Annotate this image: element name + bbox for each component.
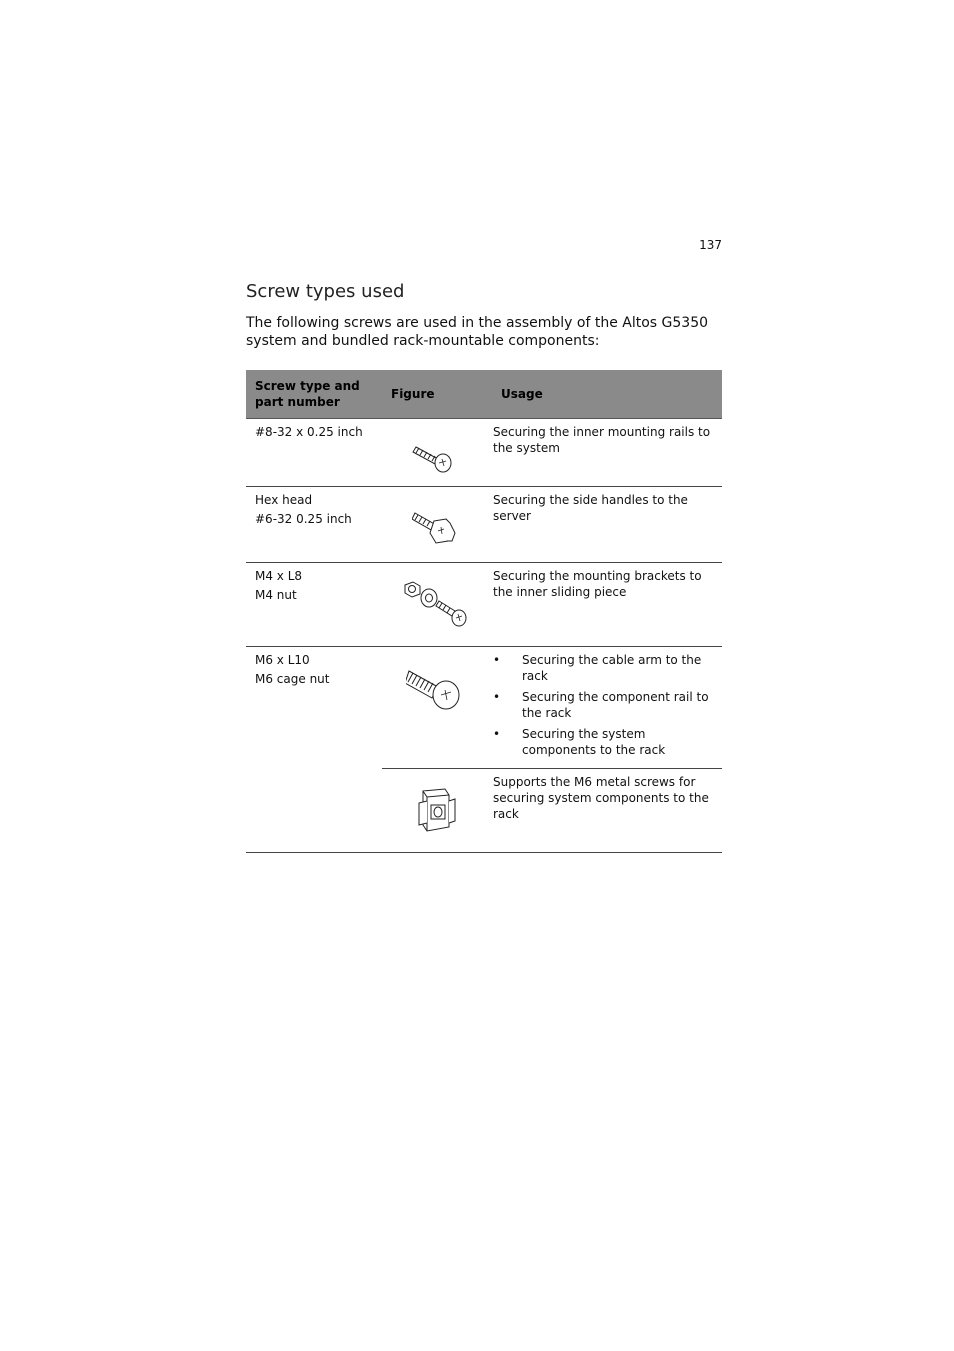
screw-type-line: M4 nut [255,588,297,602]
usage-cell: Securing the inner mounting rails to the system [492,419,722,487]
screw-washer-nut-icon [401,579,473,633]
screw-type-line: M6 x L10 [255,653,310,667]
screw-type-line: Hex head [255,493,313,507]
screw-type-line: M4 x L8 [255,569,303,583]
figure-cell [382,563,492,647]
bullet-symbol: • [493,653,501,667]
list-item [493,689,712,721]
figure-cell [382,487,492,563]
header-screw-type: Screw type and part number [246,370,382,419]
table-row [246,647,722,769]
screw-type-line: M6 cage nut [255,672,330,686]
pan-head-screw-icon [412,435,462,475]
section-title: Screw types used [246,281,405,302]
usage-cell: Supports the M6 metal screws for securing system components to the rack [492,769,722,853]
table-header-row [246,370,722,419]
bullet-symbol: • [493,727,501,741]
screw-type-cell [246,487,382,563]
intro-paragraph: The following screws are used in the assembly of the Altos G5350 system and bundled rack-mountable components: [246,315,709,349]
bullet-symbol: • [493,690,501,704]
figure-cell [382,419,492,487]
list-item [493,726,712,758]
figure-cell [382,647,492,769]
page-number: 137 [699,238,722,252]
hex-head-screw-icon [412,505,462,549]
m6-screw-icon [406,665,468,715]
screw-type-line: #8-32 x 0.25 inch [255,425,363,439]
header-usage: Usage [492,370,722,419]
list-item [493,652,712,684]
bullet-text: Securing the system components to the rack [522,727,666,757]
cage-nut-icon [415,787,459,837]
figure-cell [382,769,492,853]
screw-type-cell [246,419,382,487]
usage-cell: Securing the mounting brackets to the inner sliding piece [492,563,722,647]
usage-cell: Securing the side handles to the server [492,487,722,563]
table-row [246,563,722,647]
bullet-text: Securing the cable arm to the rack [522,653,702,683]
screw-type-cell [246,563,382,647]
usage-bullet-list [493,652,712,758]
bullet-text: Securing the component rail to the rack [522,690,709,720]
header-figure: Figure [382,370,492,419]
usage-cell [492,647,722,769]
table-row [246,487,722,563]
screw-type-cell [246,647,382,853]
screw-type-line: #6-32 0.25 inch [255,512,352,526]
screw-types-table [246,370,722,853]
table-row [246,419,722,487]
